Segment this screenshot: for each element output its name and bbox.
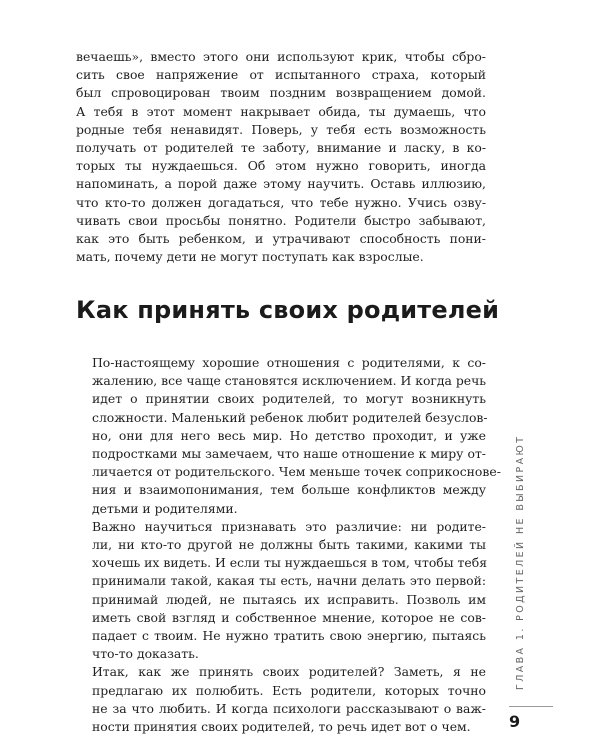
text-line: ности принятия своих родителей, то речь идет вот о чем. [92,719,471,735]
text-line: был спровоцирован твоим поздним возвращением домой. [76,85,486,101]
running-chapter-title: ГЛАВА 1. РОДИТЕЛЕЙ НЕ ВЫБИРАЮТ [515,434,526,690]
paragraph-2 [76,518,486,664]
text-line: предлагаю их полюбить. Есть родители, которых точно [92,682,486,698]
text-line: ния и взаимопонимания, тем больше конфликтов между [92,482,486,498]
text-line: Важно научиться признавать это различие: ни родите- [92,518,486,534]
text-line: подростками мы замечаем, что наше отношение к миру от- [92,446,486,462]
text-line: вечаешь», вместо этого они используют крик, чтобы сбро- [76,49,486,64]
text-line: ли, ни кто-то другой не должны быть такими, какими ты [92,537,486,553]
text-line: По-настоящему хорошие отношения с родителями, к со- [92,355,486,370]
text-line: падает с твоим. Не нужно тратить свою энергию, пытаясь [92,628,486,644]
text-line: напоминать, а порой даже этому научить. Оставь иллюзию, [76,176,486,192]
text-line: сложности. Маленький ребенок любит родителей безуслов- [92,409,488,425]
text-line: личается от родительского. Чем меньше точек соприкоснове- [92,464,501,480]
text-line: что-то доказать. [92,646,199,662]
text-line: А тебя в этот момент накрывает обида, ты думаешь, что [76,103,486,119]
text-line: принимай людей, не пытаясь их исправить. Позволь им [92,591,486,607]
text-line: детьми и родителями. [92,500,238,516]
text-line: сить свое напряжение от испытанного страха, который [76,67,486,83]
top-paragraph [76,48,486,266]
footer-rule [509,706,553,707]
page-number: 9 [509,712,521,731]
text-line: иметь свой взгляд и собственное мнение, которое не сов- [92,609,486,625]
text-line: родные тебя ненавидят. Поверь, у тебя есть возможность [76,121,486,137]
text-line: принимали такой, какая ты есть, начни делать это первой: [92,573,486,589]
text-line: но, они для него весь мир. Но детство проходит, и уже [92,427,486,443]
text-line: мать, почему дети не могут поступать как взрослые. [76,249,424,265]
main-text-block [76,354,501,736]
paragraph-1 [76,354,501,518]
text-line: чивать свои просьбы понятно. Родители быстро забывают, [76,212,486,228]
section-heading: Как принять своих родителей [76,296,500,324]
text-line: как это быть ребенком, и утрачивают способность пони- [76,231,486,247]
paragraph-3 [76,663,486,736]
text-line: Итак, как же принять своих родителей? Заметь, я не [92,664,486,680]
text-line: торых ты нуждаешься. Об этом нужно говорить, иногда [76,158,486,174]
text-line: что кто-то должен догадаться, что тебе нужно. Учись озву- [76,194,486,210]
top-paragraph-block [76,48,486,266]
text-line: жалению, все чаще становятся исключением. И когда речь [92,373,487,389]
text-line: не за что любить. И когда психологи рассказывают о важ- [92,700,486,716]
text-line: получать от родителей те заботу, внимание и ласку, в ко- [76,140,486,156]
text-line: идет о принятии своих родителей, то могут возникнуть [92,391,486,407]
text-line: хочешь их видеть. И если ты нуждаешься в том, чтобы тебя [92,555,488,571]
